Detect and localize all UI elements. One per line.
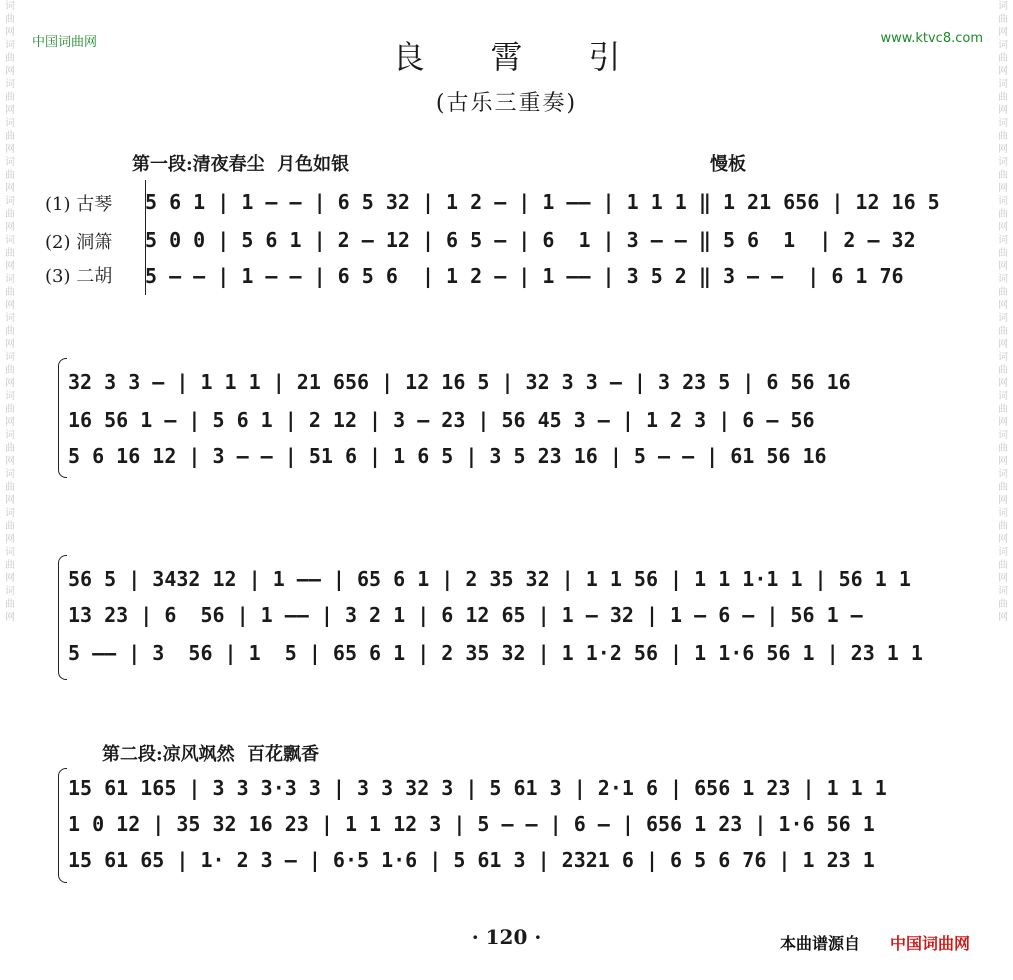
- score-subtitle: (古乐三重奏): [435, 91, 578, 116]
- system-brace: [58, 358, 67, 478]
- staff-row-guqin: 5 6 1 | 1 — — | 6 5 32 | 1 2 — | 1 —— | 1 1 1 ‖ 1 21 656 | 12 16 5: [145, 190, 940, 214]
- staff-row-guqin: 56 5 | 3432 12 | 1 —— | 65 6 1 | 2 35 32 | 1 1 56 | 1 1 1·1 1 | 56 1 1: [68, 567, 911, 591]
- side-watermark-left: 词曲网词曲网词曲网词曲网词曲网词曲网词曲网词曲网词曲网词曲网词曲网词曲网词曲网词曲网词曲网词曲网: [5, 1, 15, 623]
- part-label-guqin: (1) 古琴: [45, 194, 113, 215]
- score-system-2: [68, 358, 968, 478]
- part-label-dongxiao: (2) 洞箫: [45, 232, 113, 253]
- watermark-site-name: 中国词曲网: [32, 35, 98, 50]
- tempo-marking: 慢板: [710, 154, 746, 175]
- staff-row-erhu: 5 6 16 12 | 3 — — | 51 6 | 1 6 5 | 3 5 23 16 | 5 — — | 61 56 16: [68, 444, 827, 468]
- section-2-title: 第二段:凉风飒然 百花飘香: [102, 744, 320, 765]
- side-watermark-right: 词曲网词曲网词曲网词曲网词曲网词曲网词曲网词曲网词曲网词曲网词曲网词曲网词曲网词曲网词曲网词曲网: [998, 1, 1008, 623]
- staff-row-dongxiao: 5 0 0 | 5 6 1 | 2 — 12 | 6 5 — | 6 1 | 3 — — ‖ 5 6 1 | 2 — 32: [145, 228, 916, 252]
- staff-row-guqin: 15 61 165 | 3 3 3·3 3 | 3 3 32 3 | 5 61 3 | 2·1 6 | 656 1 23 | 1 1 1: [68, 776, 887, 800]
- staff-row-guqin: 32 3 3 — | 1 1 1 | 21 656 | 12 16 5 | 32 3 3 — | 3 23 5 | 6 56 16: [68, 370, 851, 394]
- page-number: · 120 ·: [471, 925, 542, 949]
- staff-row-dongxiao: 16 56 1 — | 5 6 1 | 2 12 | 3 — 23 | 56 45 3 — | 1 2 3 | 6 — 56: [68, 408, 815, 432]
- system-brace: [58, 768, 67, 883]
- source-label: 本曲谱源自: [780, 934, 861, 953]
- watermark-site-url: www.ktvc8.com: [880, 31, 983, 46]
- staff-row-dongxiao: 13 23 | 6 56 | 1 —— | 3 2 1 | 6 12 65 | 1 — 32 | 1 — 6 — | 56 1 —: [68, 603, 863, 627]
- system-brace: [58, 555, 67, 680]
- score-title: 良霄引: [392, 38, 687, 76]
- score-system-4: [68, 768, 968, 883]
- section-1-title: 第一段:清夜春尘 月色如银: [132, 154, 350, 175]
- source-site-link[interactable]: 中国词曲网: [890, 934, 971, 953]
- staff-row-erhu: 5 —— | 3 56 | 1 5 | 65 6 1 | 2 35 32 | 1 1·2 56 | 1 1·6 56 1 | 23 1 1: [68, 641, 923, 665]
- score-system-3: [68, 555, 968, 680]
- part-label-erhu: (3) 二胡: [45, 266, 113, 287]
- staff-row-erhu: 5 — — | 1 — — | 6 5 6 | 1 2 — | 1 —— | 3 5 2 ‖ 3 — — | 6 1 76: [145, 264, 904, 288]
- staff-row-dongxiao: 1 0 12 | 35 32 16 23 | 1 1 12 3 | 5 — — | 6 — | 656 1 23 | 1·6 56 1: [68, 812, 875, 836]
- score-system-1: [145, 180, 965, 295]
- staff-row-erhu: 15 61 65 | 1· 2 3 — | 6·5 1·6 | 5 61 3 | 2321 6 | 6 5 6 76 | 1 23 1: [68, 848, 875, 872]
